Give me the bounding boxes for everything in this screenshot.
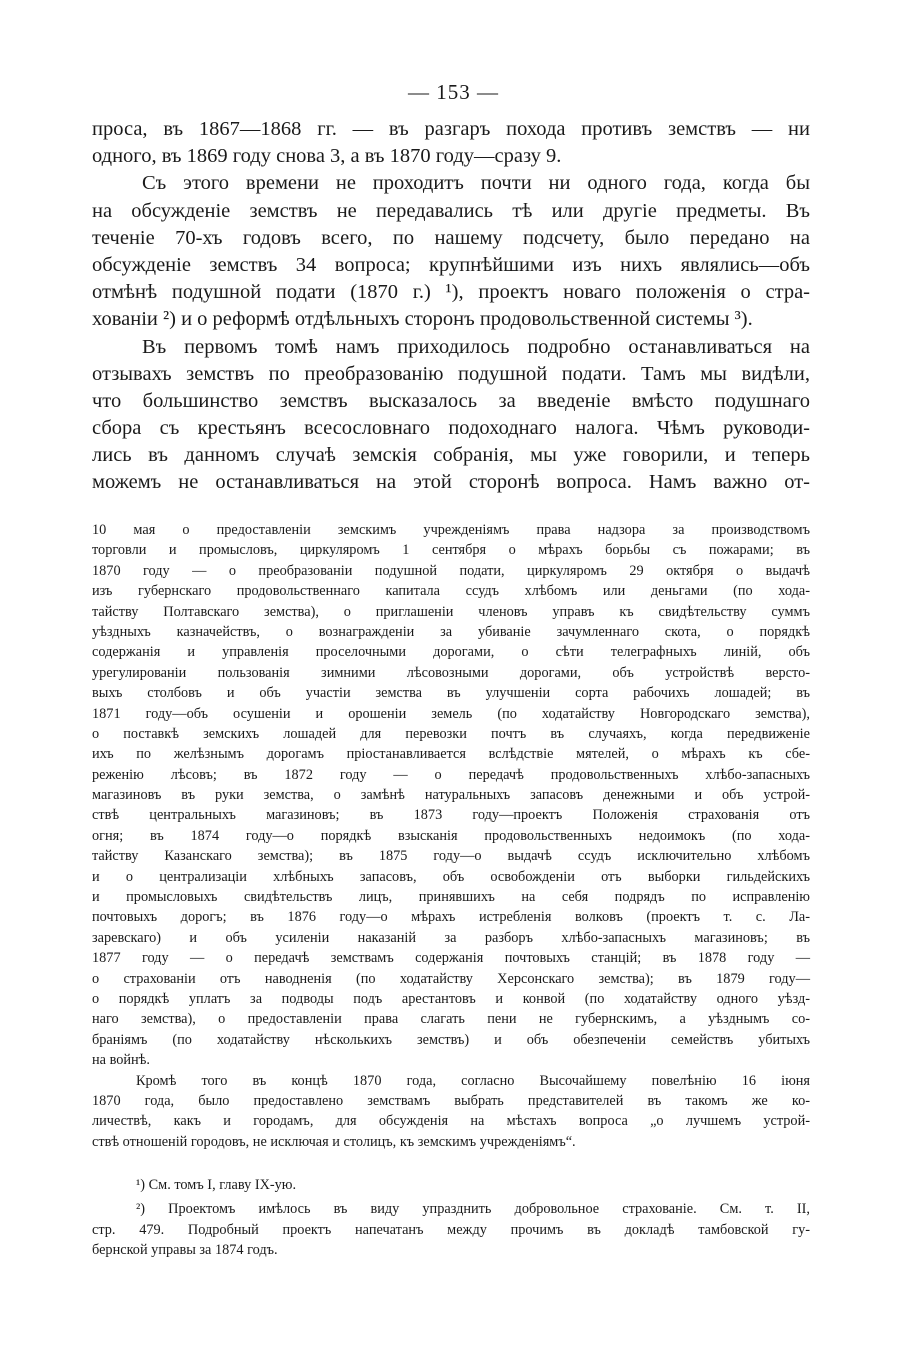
page-number: — 153 — xyxy=(408,80,499,104)
footnote-line: ихъ по желѣзнымъ дорогамъ пріостанавливается вслѣдствіе мятелей, о мѣрахъ къ сбе- xyxy=(92,746,810,763)
footnote-line: 1870 года, было предоставлено земствамъ выбрать представителей въ такомъ же ко- xyxy=(92,1092,810,1109)
text-line: сбора съ крестьянъ всесословнаго подоходнаго налога. Чѣмъ руководи- xyxy=(92,417,810,440)
footnote-line: ²) Проектомъ имѣлось въ виду упразднить добровольное страхованіе. См. т. II, xyxy=(136,1201,810,1218)
footnote-line: на войнѣ. xyxy=(92,1052,151,1069)
footnote-line: огня; въ 1874 году—о порядкѣ взысканія продовольственныхъ недоимокъ (по хода- xyxy=(92,827,810,844)
text-line: отмѣнѣ подушной подати (1870 г.) ¹), проектъ новаго положенія о стра- xyxy=(92,281,810,304)
footnote-line: заревскаго) и объ усиленіи наказаній за разборъ хлѣбо-запасныхъ магазиновъ; въ xyxy=(92,929,810,946)
footnotes xyxy=(92,1175,810,1261)
footnote-line: Кромѣ того въ концѣ 1870 года, согласно Высочайшему повелѣнію 16 іюня xyxy=(136,1072,810,1089)
text-line: обсужденіе земствъ 34 вопроса; крупнѣйшими изъ нихъ являлись—объ xyxy=(92,253,810,276)
footnote-line: магазиновъ въ руки земства, о замѣнѣ натуральныхъ запасовъ денежными и объ устрой- xyxy=(92,787,810,804)
footnote-line: наго земства), о предоставленіи права слагать пени не губернскимъ, а уѣзднымъ со- xyxy=(92,1011,810,1028)
footnote-line: 10 мая о предоставленіи земскимъ учрежденіямъ права надзора за производствомъ xyxy=(92,522,810,538)
footnote-line: тайству Полтавскаго земства), о приглашеніи членовъ управъ къ свидѣтельству суммъ xyxy=(92,603,810,620)
main-text xyxy=(92,116,810,497)
footnote-line: почтовыхъ дорогъ; въ 1876 году—о мѣрахъ истребленія волковъ (проектъ т. с. Ла- xyxy=(92,909,810,926)
footnote-line: изъ губернскаго продовольственнаго капитала ссудъ хлѣбомъ или деньгами (по хода- xyxy=(92,583,810,600)
footnote-line: содержанія и управленія проселочными дорогами, о сѣти телеграфныхъ линій, объ xyxy=(92,644,810,661)
footnote-line: 1877 году — о передачѣ земствамъ содержанія почтовыхъ станцій; въ 1878 году — xyxy=(92,950,810,967)
text-line: теченіе 70-хъ годовъ всего, по нашему подсчету, было передано на xyxy=(92,226,810,249)
footnote-line: и о централизаціи хлѣбныхъ запасовъ, объ освобожденіи отъ выборки гильдейскихъ xyxy=(92,868,810,885)
footnote-line: личествѣ, какъ и городамъ, для обсужденія на мѣстахъ вопроса „о лучшемъ устрой- xyxy=(92,1113,810,1130)
footnote-line: ¹) См. томъ I, главу IX-ую. xyxy=(136,1177,297,1193)
footnote-line: ствѣ центральныхъ магазиновъ; въ 1873 году—проектъ Положенія страхованія отъ xyxy=(92,807,810,824)
text-line: на обсужденіе земствъ не передавались тѣ или другіе предметы. Въ xyxy=(92,199,810,222)
text-line: лись въ данномъ случаѣ земскія собранія, мы уже говорили, и теперь xyxy=(92,444,810,467)
footnote-line: ствѣ отношеній городовъ, не исключая и столицъ, къ земскимъ учрежденіямъ“. xyxy=(92,1133,576,1150)
footnote-line: о страхованіи отъ наводненія (по ходатайству Херсонскаго земства); въ 1879 году— xyxy=(92,970,810,987)
footnote-line: 1870 году — о преобразованіи подушной подати, циркуляромъ 29 октября о выдачѣ xyxy=(92,562,810,579)
footnote-line: о поставкѣ земскихъ лошадей для перевозки почтъ въ случаяхъ, когда передвиженіе xyxy=(92,725,810,742)
footnote-line: тайству Казанскаго земства); въ 1875 году—о выдачѣ ссудъ исключительно хлѣбомъ xyxy=(92,848,810,865)
footnote-line: уѣздныхъ казначействъ, о вознагражденіи за убиваніе зачумленнаго скота, о порядкѣ xyxy=(92,623,810,640)
text-line: отзывахъ земствъ по преобразованію подушной подати. Тамъ мы видѣли, xyxy=(92,362,810,385)
text-line: хованіи ²) и о реформѣ отдѣльныхъ сторонъ продовольственной системы ³). xyxy=(92,308,753,331)
text-line: проса, въ 1867—1868 гг. — въ разгаръ похода противъ земствъ — ни xyxy=(92,118,810,140)
footnote-line: браніямъ (по ходатайству нѣсколькихъ земствъ) и объ обезпеченіи семействъ убитыхъ xyxy=(92,1031,810,1048)
footnote-continuation xyxy=(92,520,810,1152)
footnote-line: выхъ столбовъ и объ участіи земства въ улучшеніи сорта рабочихъ лошадей; въ xyxy=(92,685,810,702)
footnote-line: 1871 году—объ осушеніи и орошеніи земель (по ходатайству Новгородскаго земства), xyxy=(92,705,810,722)
text-line: что большинство земствъ высказалось за введеніе вмѣсто подушнаго xyxy=(92,389,810,412)
footnote-line: бернской управы за 1874 годъ. xyxy=(92,1242,278,1259)
footnote-line: торговли и промысловъ, циркуляромъ 1 сентября о мѣрахъ борьбы съ пожарами; въ xyxy=(92,542,810,559)
footnote-line: урегулированіи пользованія зимними лѣсовозными дорогами, объ устройствѣ версто- xyxy=(92,664,810,681)
footnote-line: о порядкѣ уплатъ за подводы подъ арестантовъ и конвой (по ходатайству одного уѣзд- xyxy=(92,990,810,1007)
text-line: одного, въ 1869 году снова 3, а въ 1870 году—сразу 9. xyxy=(92,145,562,168)
text-line: можемъ не останавливаться на этой сторонѣ вопроса. Намъ важно от- xyxy=(92,471,810,494)
footnote-line: и промысловыхъ свидѣтельствъ лицъ, принявшихъ на себя подрядъ по исправленію xyxy=(92,889,810,906)
footnote-line: реженію лѣсовъ; въ 1872 году — о передачѣ продовольственныхъ хлѣбо-запасныхъ xyxy=(92,766,810,783)
text-line: Въ первомъ томѣ намъ приходилось подробно останавливаться на xyxy=(142,335,810,358)
text-line: Съ этого времени не проходитъ почти ни одного года, когда бы xyxy=(142,172,810,195)
footnote-line: стр. 479. Подробный проектъ напечатанъ между прочимъ въ докладѣ тамбовской гу- xyxy=(92,1221,810,1238)
